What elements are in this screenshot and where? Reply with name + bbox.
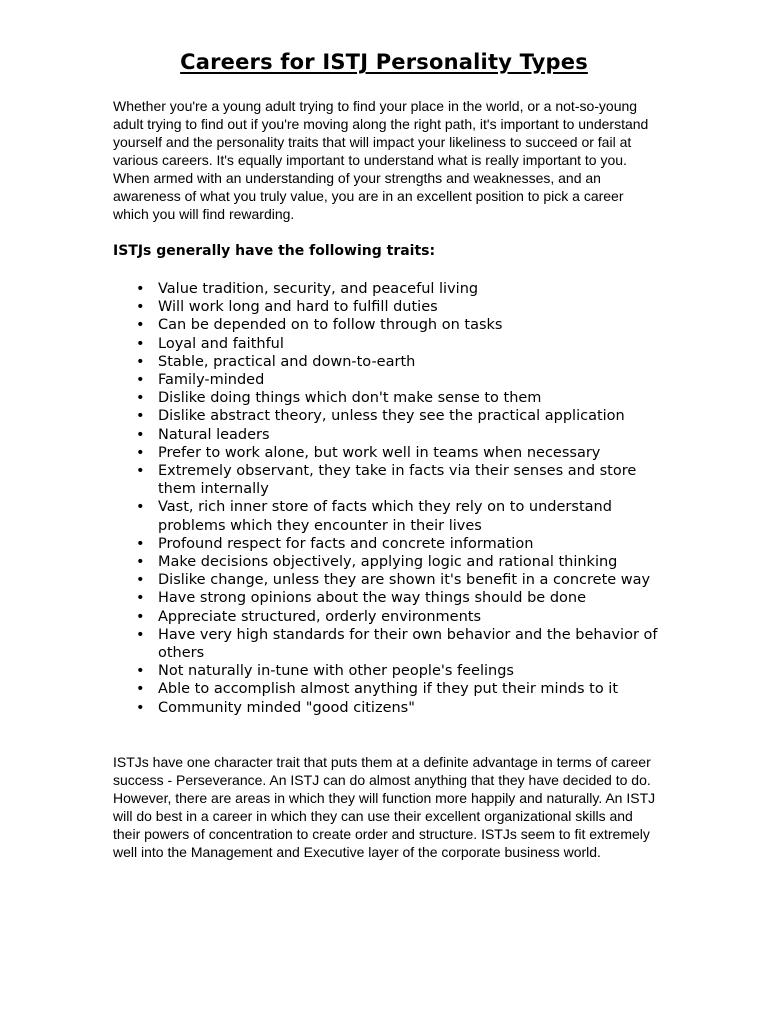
- trait-text: Community minded "good citizens": [158, 699, 415, 716]
- trait-list-item: [113, 680, 673, 698]
- traits-list: [113, 280, 673, 717]
- trait-list-item: [113, 571, 673, 589]
- trait-list-item: [113, 553, 673, 571]
- trait-text: Profound respect for facts and concrete information: [158, 535, 534, 552]
- bullet-icon: •: [136, 463, 145, 480]
- trait-text: Dislike change, unless they are shown it's benefit in a concrete way: [158, 572, 651, 589]
- trait-text: Loyal and faithful: [158, 335, 284, 352]
- bullet-icon: •: [136, 372, 145, 389]
- trait-list-item: [113, 280, 673, 298]
- trait-list-item: [113, 298, 673, 316]
- trait-text: Can be depended on to follow through on tasks: [158, 317, 503, 334]
- bullet-icon: •: [136, 317, 145, 334]
- trait-list-item: [113, 335, 673, 353]
- trait-text: Have strong opinions about the way things should be done: [158, 590, 587, 607]
- trait-text: Appreciate structured, orderly environments: [158, 608, 482, 625]
- trait-text: Value tradition, security, and peaceful living: [158, 281, 479, 297]
- bullet-icon: •: [136, 408, 145, 425]
- bullet-icon: •: [136, 626, 145, 643]
- bullet-icon: •: [136, 426, 145, 443]
- trait-list-item: [113, 662, 673, 680]
- bullet-icon: •: [136, 608, 145, 625]
- trait-list-item: [113, 426, 673, 444]
- trait-text: Make decisions objectively, applying logic and rational thinking: [158, 554, 618, 571]
- trait-list-item: [113, 444, 673, 462]
- outro-paragraph: ISTJs have one character trait that puts them at a definite advantage in terms of career success - Perseverance. An ISTJ can do almost anything that they have decided to do. However, there are areas in which they will function more happily and naturally. An ISTJ will do best in a career in which they can use their excellent organizational skills and their powers of concentration to create order and structure. ISTJs seem to fit extremely well into the Management and Executive layer of the corporate business world.: [113, 754, 656, 860]
- bullet-icon: •: [136, 390, 145, 407]
- bullet-icon: •: [136, 681, 145, 698]
- trait-list-item: [113, 353, 673, 371]
- bullet-icon: •: [136, 299, 145, 316]
- trait-text: Not naturally in-tune with other people's feelings: [158, 663, 514, 680]
- trait-list-item: [113, 589, 673, 607]
- trait-list-item: [113, 699, 673, 717]
- page-title: Careers for ISTJ Personality Types: [180, 50, 588, 74]
- bullet-icon: •: [136, 281, 145, 297]
- trait-text: Prefer to work alone, but work well in teams when necessary: [158, 444, 601, 461]
- trait-list-item: [113, 371, 673, 389]
- bullet-icon: •: [136, 554, 145, 571]
- bullet-icon: •: [136, 572, 145, 589]
- trait-text: Dislike abstract theory, unless they see the practical application: [158, 408, 625, 425]
- trait-text: Family-minded: [158, 372, 265, 389]
- bullet-icon: •: [136, 353, 145, 370]
- trait-list-item: [113, 462, 673, 498]
- trait-text: Natural leaders: [158, 426, 270, 443]
- bullet-icon: •: [136, 590, 145, 607]
- bullet-icon: •: [136, 535, 145, 552]
- trait-list-item: [113, 389, 673, 407]
- bullet-icon: •: [136, 663, 145, 680]
- traits-heading: ISTJs generally have the following traits:: [113, 243, 436, 259]
- trait-list-item: [113, 608, 673, 626]
- trait-list-item: [113, 626, 673, 662]
- trait-text: Will work long and hard to fulfill duties: [158, 299, 438, 316]
- trait-text: Vast, rich inner store of facts which they rely on to understand problems which they encounter in their lives: [158, 499, 612, 534]
- trait-text: Dislike doing things which don't make sense to them: [158, 390, 542, 407]
- trait-text: Able to accomplish almost anything if they put their minds to it: [158, 681, 619, 698]
- bullet-icon: •: [136, 444, 145, 461]
- trait-text: Extremely observant, they take in facts via their senses and store them internally: [158, 463, 637, 498]
- trait-list-item: [113, 407, 673, 425]
- bullet-icon: •: [136, 499, 145, 516]
- trait-list-item: [113, 498, 673, 534]
- bullet-icon: •: [136, 699, 145, 716]
- trait-text: Have very high standards for their own behavior and the behavior of others: [158, 626, 658, 662]
- bullet-icon: •: [136, 335, 145, 352]
- trait-list-item: [113, 316, 673, 334]
- trait-text: Stable, practical and down-to-earth: [158, 353, 416, 370]
- trait-list-item: [113, 535, 673, 553]
- intro-paragraph: Whether you're a young adult trying to find your place in the world, or a not-so-young adult trying to find out if you're moving along the right path, it's important to understand yourself and the personality traits that will impact your likeliness to succeed or fail at various careers. It's equally important to understand what is really important to you. When armed with an understanding of your strengths and weaknesses, and an awareness of what you truly value, you are in an excellent position to pick a career which you will find rewarding.: [113, 98, 649, 222]
